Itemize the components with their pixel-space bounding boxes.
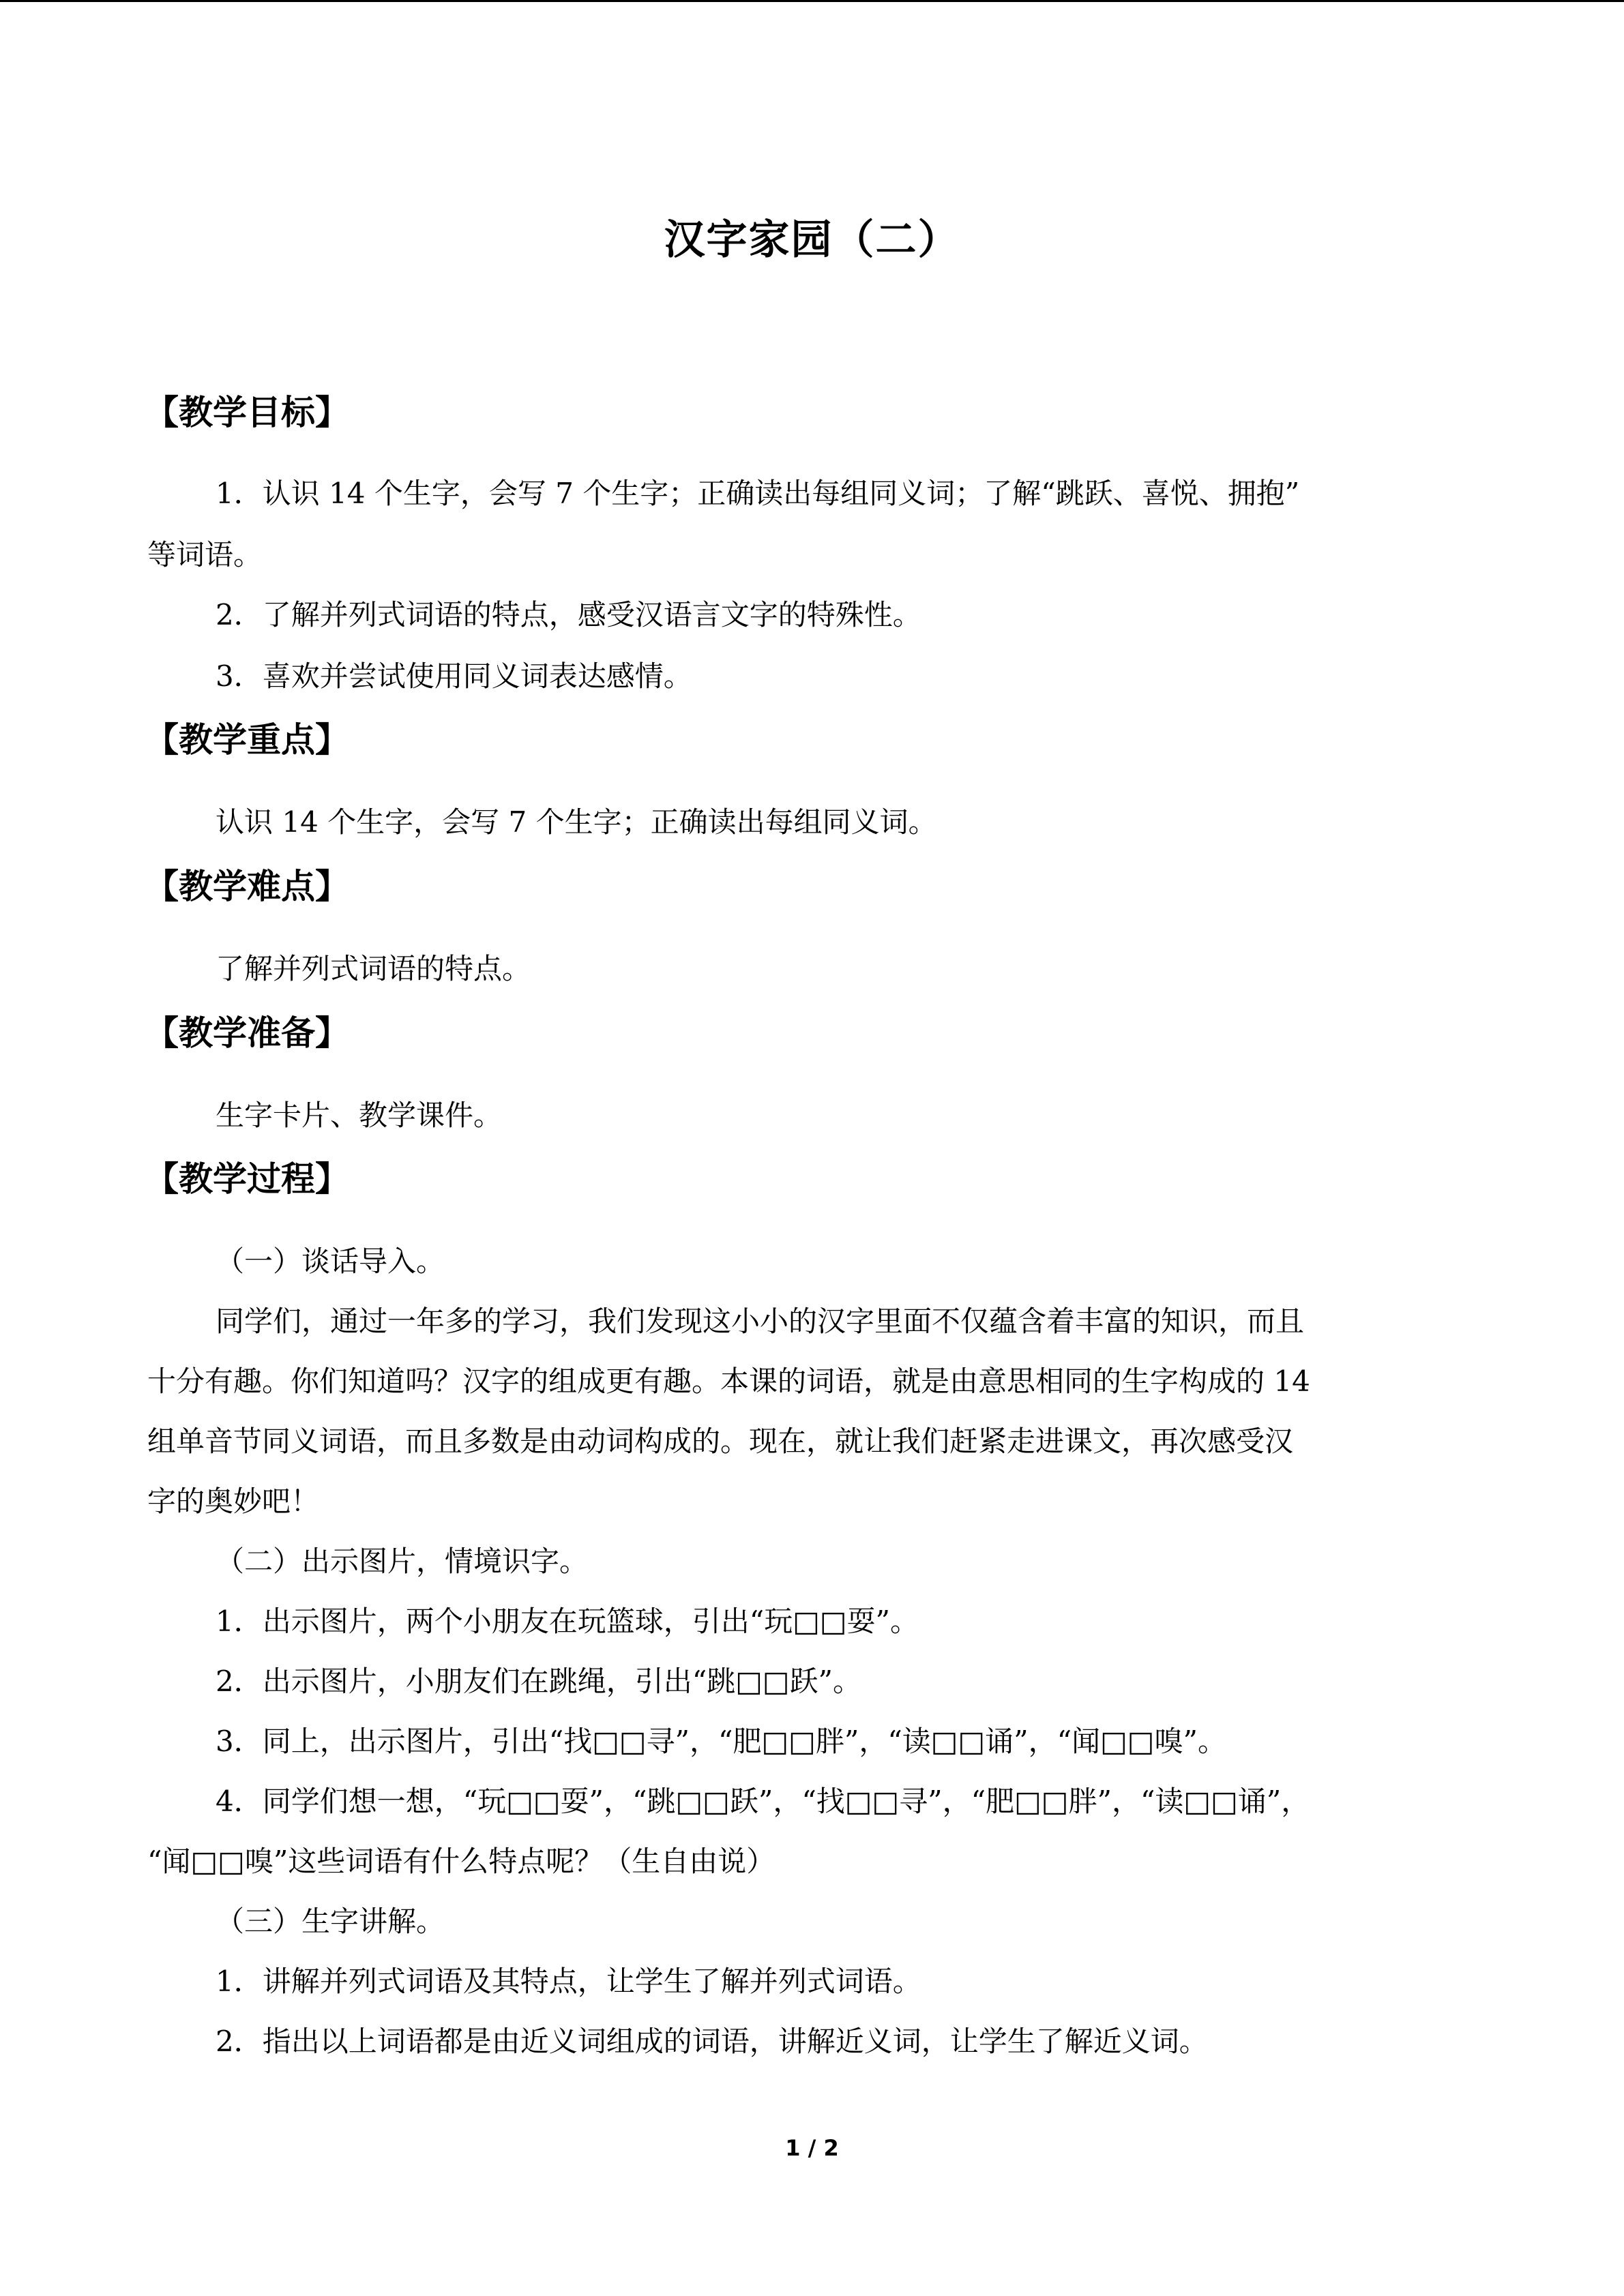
page-number: 1 / 2 <box>785 2135 839 2161</box>
page-title: 汉字家园（二） <box>664 216 960 264</box>
objective-line-1: 1．认识 14 个生字，会写 7 个生字；正确读出每组同义词；了解“跳跃、喜悦、拥抱” <box>216 477 1300 510</box>
process-step-pictures: （二）出示图片，情境识字。 <box>216 1545 589 1578</box>
process-pictures-item-3: 3．同上，出示图片，引出“找□□寻”，“肥□□胖”，“读□□诵”，“闻□□嗅”。 <box>216 1725 1226 1758</box>
process-pictures-item-4: 4．同学们想一想，“玩□□耍”，“跳□□跃”，“找□□寻”，“肥□□胖”，“读□□诵”， <box>216 1785 1310 1818</box>
process-explain-item-1: 1．讲解并列式词语及其特点，让学生了解并列式词语。 <box>216 1965 921 1998</box>
key-points-text: 认识 14 个生字，会写 7 个生字；正确读出每组同义词。 <box>216 805 937 839</box>
heading-process: 【教学过程】 <box>145 1159 349 1199</box>
objective-line-1-cont: 等词语。 <box>147 538 263 571</box>
process-step-explain: （三）生字讲解。 <box>216 1905 445 1938</box>
process-step-intro: （一）谈话导入。 <box>216 1244 445 1278</box>
heading-objectives: 【教学目标】 <box>145 393 349 432</box>
heading-difficulties: 【教学难点】 <box>145 867 349 906</box>
process-paragraph-line-2: 十分有趣。你们知道吗？汉字的组成更有趣。本课的词语，就是由意思相同的生字构成的 14 <box>147 1365 1310 1398</box>
preparation-text: 生字卡片、教学课件。 <box>216 1099 503 1132</box>
objective-line-3: 3．喜欢并尝试使用同义词表达感情。 <box>216 659 692 693</box>
objective-line-2: 2．了解并列式词语的特点，感受汉语言文字的特殊性。 <box>216 598 921 631</box>
process-paragraph-line-3: 组单音节同义词语，而且多数是由动词构成的。现在，就让我们赶紧走进课文，再次感受汉 <box>147 1425 1294 1458</box>
difficulties-text: 了解并列式词语的特点。 <box>216 952 531 985</box>
heading-preparation: 【教学准备】 <box>145 1013 349 1053</box>
process-explain-item-2: 2．指出以上词语都是由近义词组成的词语，讲解近义词，让学生了解近义词。 <box>216 2025 1208 2058</box>
process-paragraph-line-1: 同学们，通过一年多的学习，我们发现这小小的汉字里面不仅蕴含着丰富的知识，而且 <box>216 1304 1305 1338</box>
process-pictures-item-1: 1．出示图片，两个小朋友在玩篮球，引出“玩□□耍”。 <box>216 1605 919 1638</box>
process-pictures-item-4-cont: “闻□□嗅”这些词语有什么特点呢？（生自由说） <box>147 1845 776 1878</box>
process-paragraph-line-4: 字的奥妙吧！ <box>147 1485 320 1518</box>
heading-key-points: 【教学重点】 <box>145 720 349 760</box>
process-pictures-item-2: 2．出示图片，小朋友们在跳绳，引出“跳□□跃”。 <box>216 1665 862 1698</box>
